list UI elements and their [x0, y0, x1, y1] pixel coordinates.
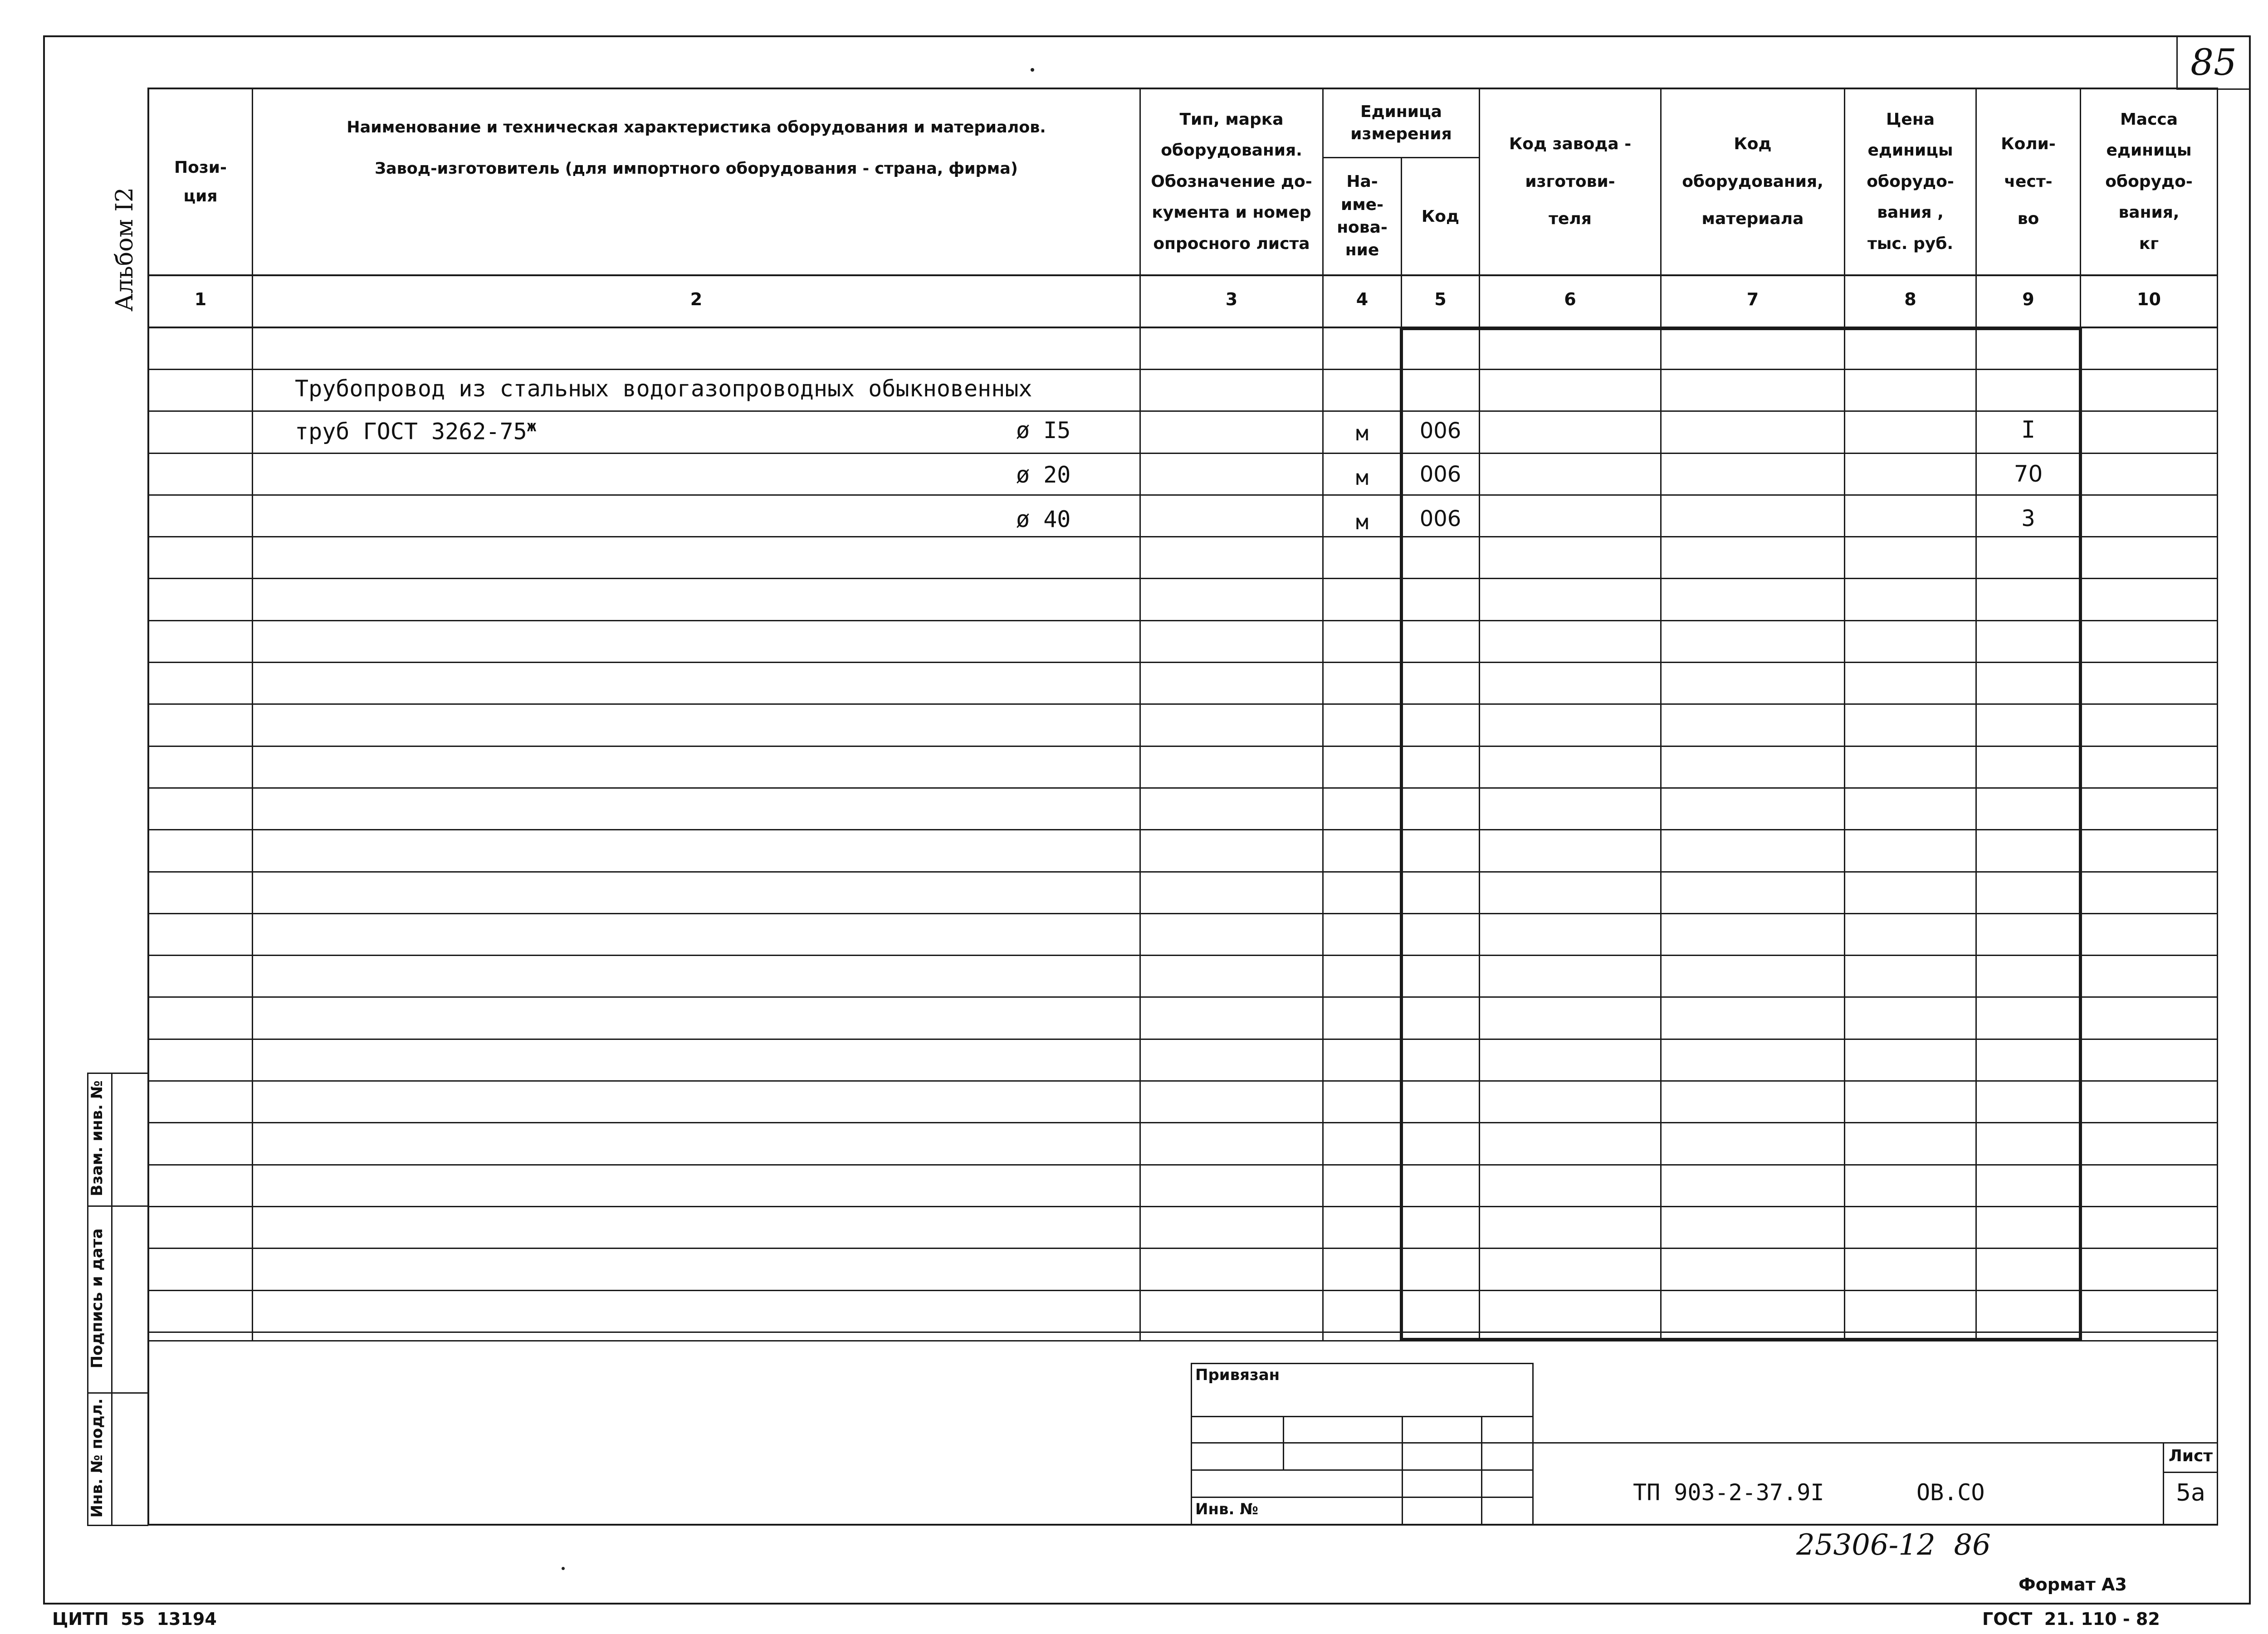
table-row-line	[147, 913, 2218, 914]
header-col-10: Масса единицы оборудо- вания, кг	[2105, 110, 2193, 253]
table-row-line	[147, 955, 2218, 956]
table-row-line	[147, 578, 2218, 579]
row-4-size: ø 40	[1016, 506, 1071, 532]
table-row-line	[147, 787, 2218, 789]
header-col-8: Цена единицы оборудо- вания , тыс. руб.	[1867, 110, 1954, 253]
handwritten-archive-number: 25306-12 86	[1796, 1528, 1991, 1562]
header-col-3: Тип, марка оборудования. Обозначение до- кумента и номер опросного листа	[1151, 110, 1312, 253]
bottom-left-code: ЦИТП 55 13194	[52, 1609, 217, 1629]
table-row-line	[147, 1164, 2218, 1166]
inv-no-label: Инв. №	[1195, 1500, 1259, 1518]
list-value: 5а	[2176, 1479, 2205, 1507]
album-label: Альбом I2	[111, 187, 138, 312]
header-col-9: Коли- чест- во	[2001, 134, 2056, 229]
corner-page-number: 85	[2190, 41, 2237, 83]
table-row-line	[147, 662, 2218, 663]
table-row-line	[147, 369, 2218, 370]
row-3-code: 006	[1419, 462, 1461, 487]
header-col-4: На- име- нова- ние	[1337, 172, 1388, 260]
row-2-code: 006	[1419, 418, 1461, 444]
col-num-9: 9	[2022, 289, 2034, 309]
table-row-line	[147, 871, 2218, 873]
header-col-7: Код оборудования, материала	[1682, 134, 1823, 229]
col-num-1: 1	[194, 289, 207, 309]
table-row-line	[147, 536, 2218, 537]
row-2-name-text: труб ГОСТ 3262-75	[295, 418, 527, 445]
col-num-8: 8	[1904, 289, 1916, 309]
col-num-5: 5	[1434, 289, 1447, 309]
col-num-6: 6	[1564, 289, 1576, 309]
header-col-6: Код завода - изготови- теля	[1509, 134, 1632, 229]
col-num-2: 2	[690, 289, 703, 309]
table-row-line	[147, 829, 2218, 830]
row-4-code: 006	[1419, 506, 1461, 532]
scan-speck	[1031, 68, 1034, 72]
table-row-line	[147, 1122, 2218, 1123]
row-4-unit: м	[1356, 510, 1369, 534]
row-2-qty: I	[2021, 416, 2036, 444]
table-row-line	[147, 1080, 2218, 1082]
table-row-line	[147, 1206, 2218, 1207]
stamp-vzam-inv: Взам. инв. №	[88, 1080, 106, 1196]
list-label: Лист	[2168, 1447, 2213, 1465]
table-row-line	[147, 746, 2218, 747]
table-row-line	[147, 1332, 2218, 1333]
bottom-right-gost: ГОСТ 21. 110 - 82	[1982, 1609, 2160, 1629]
row-3-qty: 70	[2014, 461, 2043, 487]
table-row-line	[147, 410, 2218, 412]
row-2-name	[295, 417, 536, 445]
row-2-unit: м	[1356, 421, 1369, 445]
table-row-line	[147, 494, 2218, 496]
header-unit-group: Единица измерения	[1350, 102, 1452, 143]
scan-speck	[562, 1567, 565, 1570]
row-1-name: Трубопровод из стальных водогазопроводных обыкновенных	[295, 376, 1032, 402]
row-3-size: ø 20	[1016, 462, 1071, 488]
doc-code: ТП 903-2-37.9I	[1633, 1479, 1824, 1506]
table-row-line	[147, 620, 2218, 621]
format-label: Формат А3	[2019, 1575, 2127, 1595]
doc-section: ОВ.СО	[1916, 1479, 1985, 1506]
row-2-size: ø I5	[1016, 417, 1071, 444]
row-3-unit: м	[1356, 465, 1369, 490]
row-4-qty: 3	[2021, 505, 2035, 532]
table-row-line	[147, 703, 2218, 705]
table-row-line	[147, 1039, 2218, 1040]
table-row-line	[147, 1248, 2218, 1249]
header-col-5: Код	[1421, 207, 1460, 226]
header-col-2: Наименование и техническая характеристика оборудования и материалов. Завод-изготовитель (для импортного оборудования - страна, фирма)	[347, 118, 1046, 178]
table-row-line	[147, 1290, 2218, 1291]
privyazan-label: Привязан	[1195, 1366, 1280, 1384]
col-num-4: 4	[1356, 289, 1369, 309]
header-col-1: Пози- ция	[174, 158, 227, 205]
row-2-name-sup: ж	[527, 417, 537, 435]
stamp-podpis-data: Подпись и дата	[88, 1228, 106, 1369]
col-num-10: 10	[2137, 289, 2161, 309]
table-row-line	[147, 996, 2218, 998]
col-num-3: 3	[1225, 289, 1238, 309]
col-num-7: 7	[1746, 289, 1759, 309]
table-row-line	[147, 453, 2218, 454]
stamp-inv-podl: Инв. № подл.	[88, 1398, 106, 1518]
